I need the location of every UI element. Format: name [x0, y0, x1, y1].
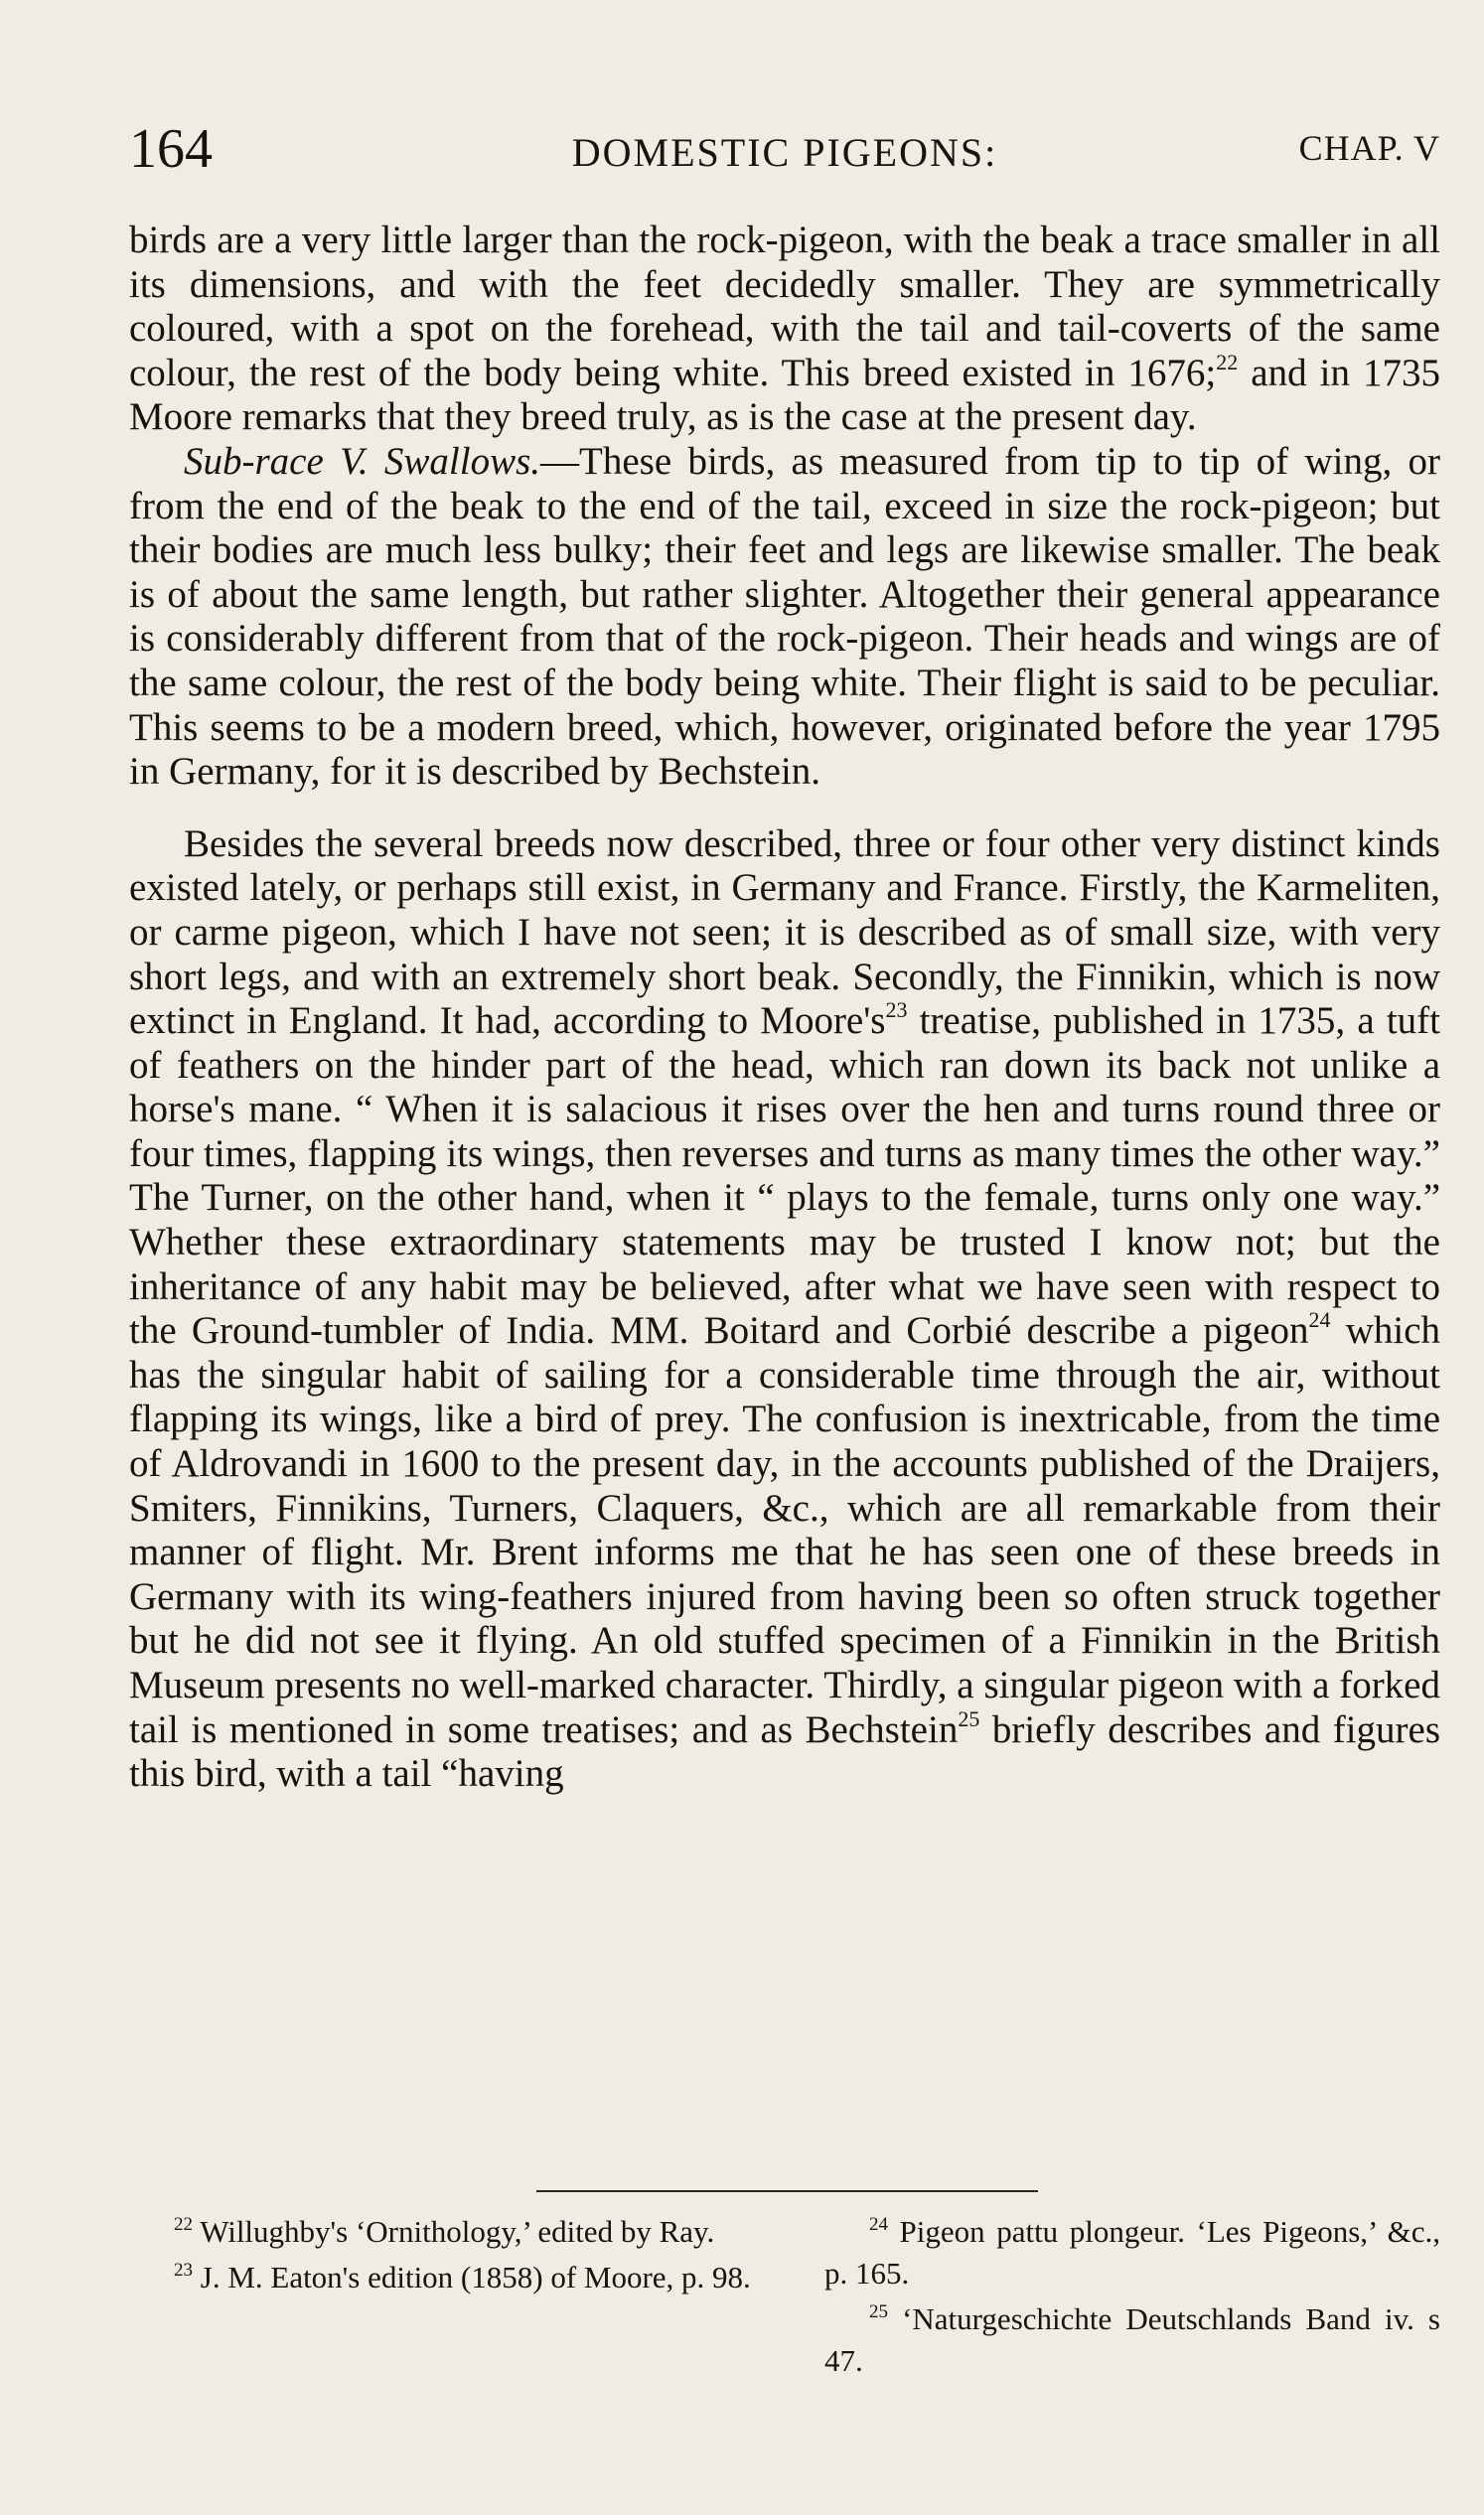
paragraph-1-text-b: and in 1735 Moore remarks that they breed truly, as is the case at the present day. — [129, 351, 1440, 439]
footnote-25-text: ‘Naturgeschichte Deutschlands Band iv. s 47. — [824, 2301, 1440, 2378]
paragraph-3-text-c: which has the singular habit of sailing for a considerable time through the air, without flapping its wings, like a bird of prey. The confusion is inextricable, from the time of Aldrovandi in 1600 to the present day, in the accounts published of the Draijers, Smiters, Finnikins, Turners, Claquers, &c., which are all remarkable from their manner of flight. Mr. Brent informs me that he has seen one of these breeds in Germany with its wing-feathers injured from having been so often struck together but he did not see it flying. An old stuffed specimen of a Finnikin in the British Museum presents no well-marked character. Thirdly, a singular pigeon with a forked tail is mentioned in some treatises; and as Bechstein — [129, 1309, 1441, 1751]
footnote-25-number: 25 — [869, 2301, 888, 2322]
footnote-24-number: 24 — [869, 2214, 888, 2235]
paragraph-1 — [129, 219, 1440, 440]
body-text — [129, 219, 1440, 1797]
footnote-22-text: Willughby's ‘Ornithology,’ edited by Ray. — [193, 2214, 715, 2249]
paragraph-1-text-a: birds are a very little larger than the rock-pigeon, with the beak a trace smaller in all its dimensions, and with the feet decidedly smaller. They are symmetrically coloured, with a spot on the forehead, with the tail and tail-coverts of the same colour, the rest of the body being white. This breed existed in 1676; — [129, 219, 1440, 394]
running-title: DOMESTIC PIGEONS: — [571, 130, 998, 175]
footnotes-left-column — [129, 2211, 765, 2302]
paragraph-2 — [129, 440, 1440, 795]
footnote-ref-24: 24 — [1308, 1307, 1331, 1333]
footnote-23 — [129, 2257, 765, 2298]
paragraph-3-text-a: Besides the several breeds now described, three or four other very distinct kinds existed lately, or perhaps still exist, in Germany and France. Firstly, the Karmeliten, or carme pigeon, which I have not seen; it is described as of small size, with very short legs, and with an extremely short beak. Secondly, the Finnikin, which is now extinct in England. It had, according to Moore's — [129, 821, 1440, 1043]
subrace-label: Sub-race V. Swallows. — [184, 439, 541, 483]
footnote-ref-25: 25 — [958, 1705, 980, 1731]
paragraph-3 — [129, 822, 1440, 1797]
paragraph-3-text-d: briefly describes and figures this bird, with a tail “having — [129, 1707, 1440, 1796]
footnote-25 — [824, 2298, 1440, 2382]
chapter-label: CHAP. V — [1298, 128, 1440, 168]
footnote-24 — [824, 2211, 1440, 2294]
page-header — [129, 117, 1440, 197]
footnote-22-number: 22 — [174, 2214, 193, 2235]
footnote-23-text: J. M. Eaton's edition (1858) of Moore, p. 98. — [193, 2260, 751, 2294]
footnote-rule — [536, 2190, 1038, 2192]
page-number: 164 — [129, 118, 213, 180]
footnote-24-text: Pigeon pattu plongeur. ‘Les Pigeons,’ &c., p. 165. — [824, 2214, 1440, 2291]
footnotes-right-column — [824, 2211, 1440, 2386]
footnote-ref-23: 23 — [885, 997, 908, 1023]
footnote-ref-22: 22 — [1216, 349, 1239, 374]
footnote-22 — [129, 2211, 765, 2253]
paragraph-3-text-b: treatise, published in 1735, a tuft of feathers on the hinder part of the head, which ran down its back not unlike a horse's mane. “ When it is salacious it rises over the hen and turns round three or four times, flapping its wings, then reverses and turns as many times the other way.” The Turner, on the other hand, when it “ plays to the female, turns only one way.” Whether these extraordinary statements may be trusted I know not; but the inheritance of any habit may be believed, after what we have seen with respect to the Ground-tumbler of India. MM. Boitard and Corbié describe a pigeon — [129, 999, 1440, 1353]
paragraph-2-text: —These birds, as measured from tip to tip of wing, or from the end of the beak to the end of the tail, exceed in size the rock-pigeon; but their bodies are much less bulky; their feet and legs are likewise smaller. The beak is of about the same length, but rather slighter. Altogether their general appearance is considerably different from that of the rock-pigeon. Their heads and wings are of the same colour, the rest of the body being white. Their flight is said to be peculiar. This seems to be a modern breed, which, however, originated before the year 1795 in Germany, for it is described by Bechstein. — [129, 439, 1440, 794]
footnote-23-number: 23 — [174, 2260, 193, 2281]
